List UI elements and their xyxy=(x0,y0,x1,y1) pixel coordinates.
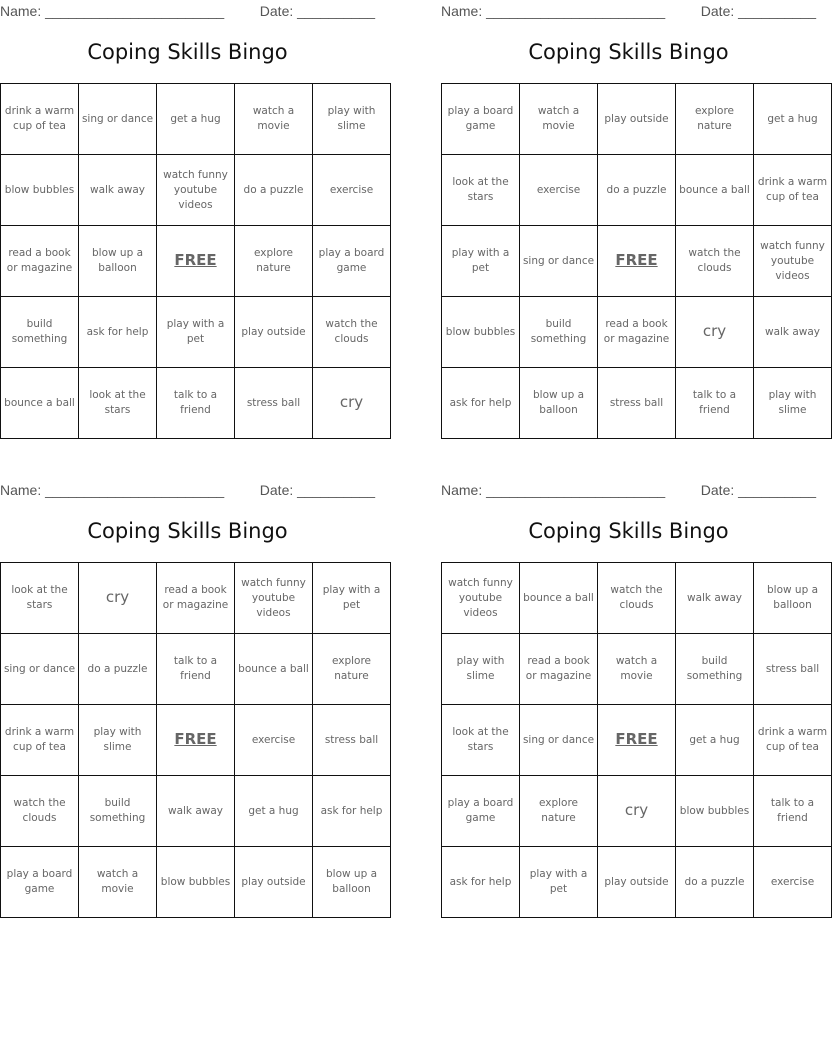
bingo-cell xyxy=(442,776,520,847)
bingo-cell xyxy=(157,776,235,847)
bingo-cell-text: bounce a ball xyxy=(238,662,309,675)
bingo-row xyxy=(442,776,832,847)
bingo-row xyxy=(442,368,832,439)
card-title: Coping Skills Bingo xyxy=(528,40,729,64)
bingo-cell xyxy=(754,226,832,297)
card-title: Coping Skills Bingo xyxy=(87,40,288,64)
bingo-cell-text: play outside xyxy=(241,325,306,338)
bingo-cell xyxy=(442,368,520,439)
bingo-cell-text: play with slime xyxy=(327,105,376,132)
bingo-cell xyxy=(235,155,313,226)
free-space-label: FREE xyxy=(615,729,658,748)
bingo-cell xyxy=(754,368,832,439)
bingo-cell xyxy=(676,705,754,776)
bingo-cell-text: do a puzzle xyxy=(684,875,745,888)
bingo-cell-text: get a hug xyxy=(767,112,818,125)
bingo-cell xyxy=(1,705,79,776)
free-space-label: FREE xyxy=(615,250,658,269)
bingo-cell-text: explore nature xyxy=(538,797,579,824)
bingo-cell-text: read a book or magazine xyxy=(525,655,592,682)
bingo-cell xyxy=(79,155,157,226)
bingo-cell xyxy=(676,84,754,155)
bingo-cell xyxy=(598,634,676,705)
bingo-row xyxy=(1,368,391,439)
bingo-cell-text: play with a pet xyxy=(451,247,510,274)
bingo-cell-text: exercise xyxy=(251,733,296,746)
bingo-cell xyxy=(598,368,676,439)
bingo-cell xyxy=(1,563,79,634)
bingo-cell xyxy=(676,155,754,226)
bingo-cell xyxy=(442,84,520,155)
bingo-cell xyxy=(79,368,157,439)
bingo-cell-text: stress ball xyxy=(609,396,664,409)
bingo-cell xyxy=(157,705,235,776)
bingo-cell xyxy=(442,155,520,226)
bingo-cell xyxy=(676,297,754,368)
bingo-cell xyxy=(754,776,832,847)
bingo-cell xyxy=(754,847,832,918)
bingo-cell xyxy=(235,776,313,847)
bingo-cell-text: blow bubbles xyxy=(160,875,231,888)
bingo-cell-text: watch a movie xyxy=(96,868,139,895)
bingo-cell-text: blow up a balloon xyxy=(91,247,144,274)
bingo-cell xyxy=(157,847,235,918)
bingo-cell-text: blow up a balloon xyxy=(766,584,819,611)
card-header xyxy=(0,0,375,22)
bingo-cell-text: cry xyxy=(624,800,649,819)
card-header xyxy=(441,479,816,501)
bingo-cell xyxy=(79,563,157,634)
bingo-card-1 xyxy=(0,0,385,416)
bingo-cell xyxy=(520,705,598,776)
bingo-cell-text: sing or dance xyxy=(522,254,595,267)
bingo-cell-text: watch a movie xyxy=(537,105,580,132)
bingo-cell xyxy=(79,847,157,918)
bingo-cell-text: read a book or magazine xyxy=(603,318,670,345)
bingo-cell xyxy=(520,368,598,439)
bingo-cell xyxy=(235,368,313,439)
bingo-cell xyxy=(442,634,520,705)
bingo-cell-text: get a hug xyxy=(170,112,221,125)
bingo-cell xyxy=(313,847,391,918)
bingo-cell-text: read a book or magazine xyxy=(162,584,229,611)
bingo-cell-text: play with slime xyxy=(456,655,505,682)
bingo-cell xyxy=(313,297,391,368)
bingo-cell xyxy=(598,705,676,776)
bingo-cell xyxy=(676,226,754,297)
bingo-cell xyxy=(313,634,391,705)
bingo-cell xyxy=(313,226,391,297)
bingo-cell xyxy=(235,847,313,918)
bingo-cell xyxy=(442,705,520,776)
bingo-cell-text: play with slime xyxy=(768,389,817,416)
bingo-cell xyxy=(520,84,598,155)
bingo-cell-text: exercise xyxy=(536,183,581,196)
name-field: Name: _______________________ xyxy=(0,3,225,19)
bingo-cell-text: walk away xyxy=(764,325,821,338)
name-field: Name: _______________________ xyxy=(0,482,225,498)
bingo-grid xyxy=(441,83,832,439)
bingo-cell xyxy=(520,155,598,226)
bingo-cell-text: blow bubbles xyxy=(4,183,75,196)
bingo-cell-text: watch funny youtube videos xyxy=(448,576,513,619)
bingo-cell-text: build something xyxy=(530,318,587,345)
bingo-cell-text: sing or dance xyxy=(81,112,154,125)
free-space-label: FREE xyxy=(174,250,217,269)
bingo-cell-text: stress ball xyxy=(246,396,301,409)
bingo-cell xyxy=(313,705,391,776)
bingo-cell xyxy=(520,297,598,368)
bingo-cell xyxy=(313,563,391,634)
bingo-cell xyxy=(157,226,235,297)
bingo-cell xyxy=(79,776,157,847)
bingo-grid xyxy=(0,83,391,439)
bingo-cell-text: watch funny youtube videos xyxy=(241,576,306,619)
bingo-row xyxy=(1,297,391,368)
bingo-cell xyxy=(598,226,676,297)
bingo-cell-text: exercise xyxy=(329,183,374,196)
bingo-cell-text: watch the clouds xyxy=(610,584,663,611)
bingo-cell xyxy=(79,705,157,776)
bingo-cell xyxy=(1,297,79,368)
bingo-cell-text: walk away xyxy=(89,183,146,196)
bingo-cell-text: drink a warm cup of tea xyxy=(757,176,828,203)
bingo-cell-text: look at the stars xyxy=(11,584,68,611)
bingo-cell xyxy=(157,634,235,705)
bingo-row xyxy=(442,705,832,776)
bingo-cell xyxy=(598,776,676,847)
bingo-cell xyxy=(235,634,313,705)
card-title: Coping Skills Bingo xyxy=(87,519,288,543)
bingo-cell xyxy=(676,634,754,705)
bingo-cell-text: get a hug xyxy=(248,804,299,817)
name-field: Name: _______________________ xyxy=(441,482,666,498)
bingo-cell xyxy=(79,634,157,705)
bingo-cell-text: stress ball xyxy=(765,662,820,675)
bingo-cell-text: watch funny youtube videos xyxy=(163,168,228,211)
bingo-cell xyxy=(754,84,832,155)
bingo-cell xyxy=(442,847,520,918)
bingo-cell xyxy=(313,84,391,155)
bingo-cell xyxy=(157,297,235,368)
bingo-cell-text: look at the stars xyxy=(89,389,146,416)
bingo-cell-text: drink a warm cup of tea xyxy=(4,726,75,753)
card-header xyxy=(0,479,375,501)
bingo-cell-text: talk to a friend xyxy=(173,389,218,416)
bingo-row xyxy=(442,155,832,226)
bingo-row xyxy=(1,563,391,634)
bingo-cell xyxy=(520,226,598,297)
card-title: Coping Skills Bingo xyxy=(528,519,729,543)
bingo-row xyxy=(1,776,391,847)
bingo-cell xyxy=(598,84,676,155)
bingo-cell xyxy=(1,84,79,155)
bingo-cell xyxy=(520,563,598,634)
bingo-cell-text: cry xyxy=(105,587,130,606)
bingo-cell-text: build something xyxy=(686,655,743,682)
date-field: Date: __________ xyxy=(700,482,816,498)
bingo-cell-text: ask for help xyxy=(449,875,512,888)
bingo-cell-text: play with a pet xyxy=(529,868,588,895)
bingo-cell xyxy=(79,84,157,155)
bingo-cell-text: play a board game xyxy=(6,868,73,895)
bingo-cell xyxy=(1,226,79,297)
bingo-cell xyxy=(235,563,313,634)
bingo-cell-text: blow bubbles xyxy=(679,804,750,817)
bingo-cell xyxy=(598,297,676,368)
bingo-cell-text: look at the stars xyxy=(452,176,509,203)
bingo-row xyxy=(442,226,832,297)
bingo-cell xyxy=(157,84,235,155)
bingo-cell-text: cry xyxy=(339,392,364,411)
date-field: Date: __________ xyxy=(259,482,375,498)
bingo-cell xyxy=(520,847,598,918)
bingo-row xyxy=(442,84,832,155)
bingo-cell-text: talk to a friend xyxy=(770,797,815,824)
bingo-cell-text: bounce a ball xyxy=(4,396,75,409)
bingo-cell-text: walk away xyxy=(167,804,224,817)
bingo-cell xyxy=(754,155,832,226)
bingo-cell-text: play a board game xyxy=(447,797,514,824)
bingo-cell xyxy=(313,368,391,439)
bingo-cell-text: sing or dance xyxy=(522,733,595,746)
date-field: Date: __________ xyxy=(700,3,816,19)
bingo-cell-text: bounce a ball xyxy=(679,183,750,196)
bingo-cell xyxy=(1,776,79,847)
bingo-cell-text: play with slime xyxy=(93,726,142,753)
bingo-cell xyxy=(157,155,235,226)
bingo-cell xyxy=(754,634,832,705)
bingo-cell xyxy=(754,297,832,368)
name-field: Name: _______________________ xyxy=(441,3,666,19)
bingo-cell-text: do a puzzle xyxy=(87,662,148,675)
bingo-cell xyxy=(235,226,313,297)
bingo-cell xyxy=(676,368,754,439)
bingo-cell xyxy=(79,297,157,368)
bingo-cell-text: blow up a balloon xyxy=(325,868,378,895)
bingo-cell-text: look at the stars xyxy=(452,726,509,753)
date-field: Date: __________ xyxy=(259,3,375,19)
bingo-cell-text: watch a movie xyxy=(252,105,295,132)
bingo-row xyxy=(1,155,391,226)
bingo-row xyxy=(1,847,391,918)
bingo-cell xyxy=(676,776,754,847)
bingo-cell xyxy=(1,155,79,226)
bingo-cell-text: play with a pet xyxy=(322,584,381,611)
bingo-row xyxy=(442,634,832,705)
bingo-cell-text: walk away xyxy=(686,591,743,604)
bingo-cell-text: do a puzzle xyxy=(606,183,667,196)
bingo-row xyxy=(1,226,391,297)
bingo-cell-text: drink a warm cup of tea xyxy=(4,105,75,132)
bingo-cell xyxy=(1,368,79,439)
bingo-card-4 xyxy=(441,479,828,895)
bingo-row xyxy=(442,297,832,368)
bingo-card-3 xyxy=(0,479,383,895)
bingo-cell xyxy=(79,226,157,297)
bingo-cell-text: watch the clouds xyxy=(325,318,378,345)
free-space-label: FREE xyxy=(174,729,217,748)
bingo-cell xyxy=(676,847,754,918)
bingo-cell-text: ask for help xyxy=(320,804,383,817)
bingo-cell xyxy=(157,563,235,634)
bingo-cell-text: talk to a friend xyxy=(173,655,218,682)
bingo-cell xyxy=(598,155,676,226)
bingo-cell-text: read a book or magazine xyxy=(6,247,73,274)
bingo-cell xyxy=(754,563,832,634)
bingo-cell xyxy=(157,368,235,439)
bingo-cell xyxy=(520,634,598,705)
bingo-cell-text: get a hug xyxy=(689,733,740,746)
bingo-cell xyxy=(442,226,520,297)
bingo-cell-text: play outside xyxy=(604,875,669,888)
bingo-cell xyxy=(520,776,598,847)
bingo-cell-text: watch funny youtube videos xyxy=(760,239,825,282)
bingo-cell-text: play a board game xyxy=(318,247,385,274)
bingo-cell-text: do a puzzle xyxy=(243,183,304,196)
bingo-cell xyxy=(442,297,520,368)
bingo-cell xyxy=(1,847,79,918)
bingo-cell xyxy=(235,297,313,368)
bingo-cell-text: exercise xyxy=(770,875,815,888)
bingo-cell xyxy=(598,847,676,918)
bingo-cell-text: play a board game xyxy=(447,105,514,132)
bingo-cell xyxy=(754,705,832,776)
bingo-cell xyxy=(313,155,391,226)
bingo-cell-text: talk to a friend xyxy=(692,389,737,416)
bingo-row xyxy=(442,563,832,634)
card-header xyxy=(441,0,816,22)
bingo-cell-text: build something xyxy=(89,797,146,824)
bingo-cell xyxy=(676,563,754,634)
bingo-grid xyxy=(0,562,391,918)
bingo-cell-text: sing or dance xyxy=(3,662,76,675)
bingo-grid xyxy=(441,562,832,918)
bingo-cell-text: drink a warm cup of tea xyxy=(757,726,828,753)
bingo-cell xyxy=(1,634,79,705)
bingo-cell xyxy=(235,705,313,776)
bingo-cell-text: stress ball xyxy=(324,733,379,746)
bingo-row xyxy=(1,84,391,155)
bingo-cell xyxy=(442,563,520,634)
bingo-cell xyxy=(235,84,313,155)
bingo-cell-text: explore nature xyxy=(331,655,372,682)
bingo-row xyxy=(1,705,391,776)
bingo-cell-text: explore nature xyxy=(694,105,735,132)
bingo-cell-text: bounce a ball xyxy=(523,591,594,604)
bingo-row xyxy=(442,847,832,918)
bingo-cell-text: play outside xyxy=(604,112,669,125)
bingo-cell-text: play with a pet xyxy=(166,318,225,345)
bingo-cell xyxy=(313,776,391,847)
bingo-cell-text: watch the clouds xyxy=(13,797,66,824)
bingo-cell-text: blow up a balloon xyxy=(532,389,585,416)
bingo-cell-text: ask for help xyxy=(86,325,149,338)
bingo-cell-text: explore nature xyxy=(253,247,294,274)
bingo-cell xyxy=(598,563,676,634)
bingo-cell-text: build something xyxy=(11,318,68,345)
bingo-row xyxy=(1,634,391,705)
bingo-cell-text: cry xyxy=(702,321,727,340)
bingo-cell-text: blow bubbles xyxy=(445,325,516,338)
bingo-cell-text: ask for help xyxy=(449,396,512,409)
bingo-card-2 xyxy=(441,0,828,416)
bingo-cell-text: play outside xyxy=(241,875,306,888)
bingo-cell-text: watch a movie xyxy=(615,655,658,682)
bingo-cell-text: watch the clouds xyxy=(688,247,741,274)
